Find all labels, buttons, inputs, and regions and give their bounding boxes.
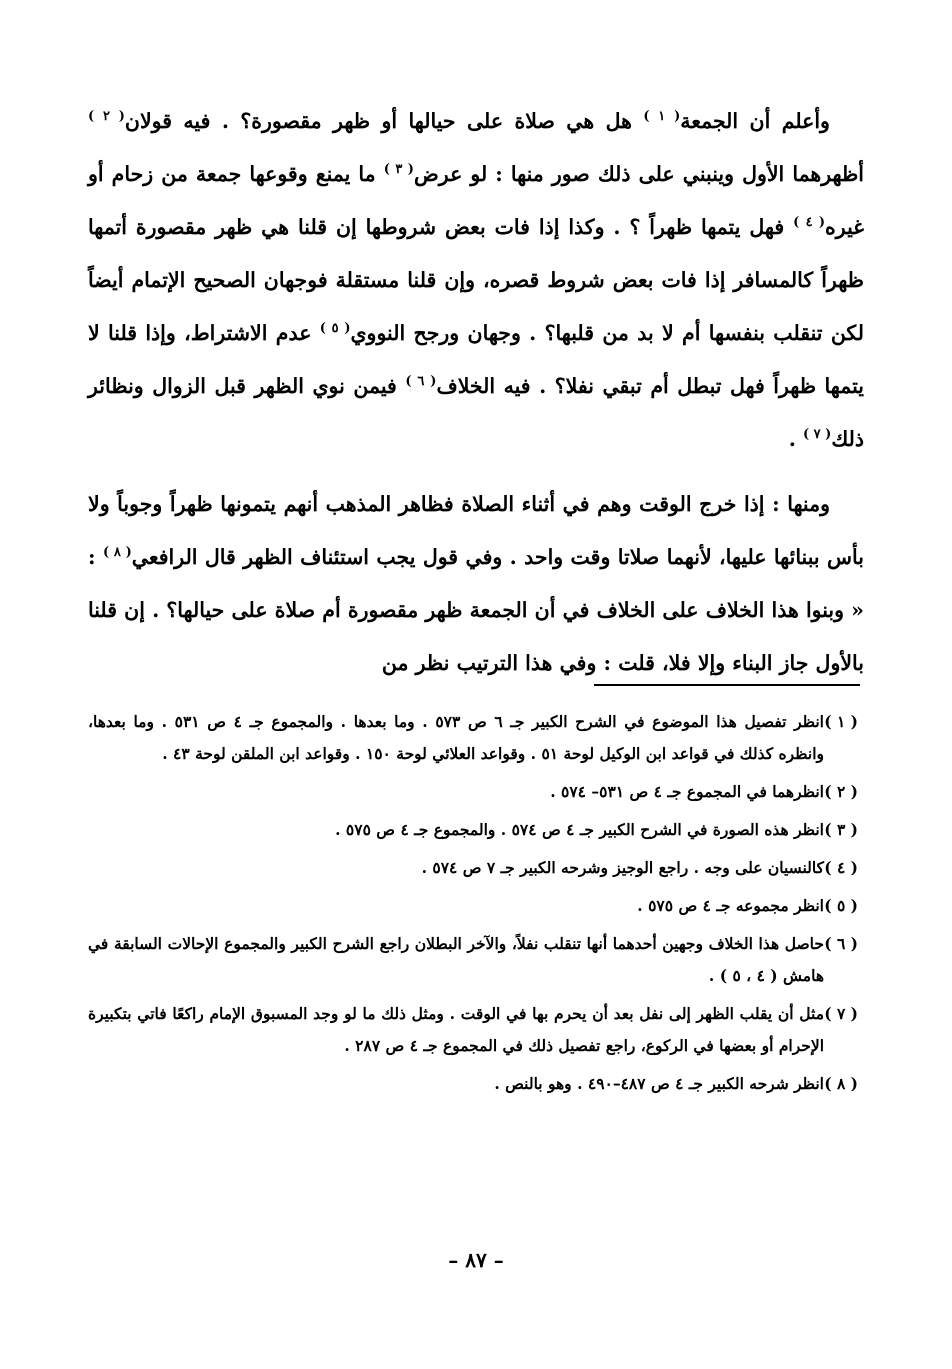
footnote-number: ( ٦ )	[824, 934, 858, 953]
footnote-number: ( ٣ )	[824, 820, 858, 839]
footnote-marker: ( ٧ )	[802, 427, 832, 443]
footnote	[88, 852, 858, 884]
footnote-text: انظر شرحه الكبير جـ ٤ ص ٤٨٧–٤٩٠ . وهو بالنص .	[494, 1074, 824, 1093]
footnote	[88, 776, 858, 808]
footnote-text: كالنسيان على وجه . راجع الوجيز وشرحه الكبير جـ ٧ ص ٥٧٤ .	[421, 858, 824, 877]
footnote-text: انظر مجموعه جـ ٤ ص ٥٧٥ .	[637, 896, 824, 915]
footnote-text: انظر تفصيل هذا الموضوع في الشرح الكبير جـ ٦ ص ٥٧٣ . وما بعدها . والمجموع جـ ٤ ص ٥٣١ . وما بعدها، وانظره كذلك في قواعد ابن الوكيل لوحة ٥١ . وقواعد العلائي لوحة ١٥٠ . وقواعد ابن الملقن لوحة ٤٣ .	[88, 712, 824, 763]
body-text: ومنها : إذا خرج الوقت وهم في أثناء الصلاة فظاهر المذهب أنهم يتمونها ظهراً وجوباً ولا بأس ببنائها عليها، لأنهما صلاتا وقت واحد . وفي قول يجب استئناف الظهر قال الرافعي	[88, 492, 864, 569]
footnote-text: انظر هذه الصورة في الشرح الكبير جـ ٤ ص ٥٧٤ . والمجموع جـ ٤ ص ٥٧٥ .	[335, 820, 824, 839]
footnote-text: مثل أن يقلب الظهر إلى نفل بعد أن يحرم بها في الوقت . ومثل ذلك ما لو وجد المسبوق الإمام راكعًا فاتي بتكبيرة الإحرام أو بعضها في الركوع، راجع تفصيل ذلك في المجموع جـ ٤ ص ٢٨٧ .	[88, 1004, 824, 1055]
footnote-text: حاصل هذا الخلاف وجهين أحدهما أنها تنقلب نفلاً، والآخر البطلان راجع الشرح الكبير والمجموع الإحالات السابقة في هامش ( ٤ ، ٥ ) .	[88, 934, 824, 985]
body-text: فيمن نوي الظهر قبل الزوال ونظائر ذلك	[88, 374, 864, 451]
body-text: .	[788, 427, 803, 451]
footnote-marker: ( ٥ )	[319, 321, 351, 337]
footnote-number: ( ٤ )	[824, 858, 858, 877]
footnote	[88, 814, 858, 846]
footnote-marker: ( ٨ )	[102, 545, 132, 561]
footnotes	[88, 706, 858, 1106]
footnote-marker: ( ١ )	[643, 109, 681, 125]
footnote	[88, 998, 858, 1062]
footnote	[88, 1068, 858, 1100]
body-text: وأعلم أن الجمعة	[680, 109, 830, 133]
footnote-number: ( ٥ )	[824, 896, 858, 915]
footnote-number: ( ٨ )	[824, 1074, 858, 1093]
footnote-number: ( ٧ )	[824, 1004, 858, 1023]
body-text: عدم الاشتراط، وإذا قلنا لا يتمها ظهراً فهل تبطل أم تبقي نفلا؟ . فيه الخلاف	[88, 321, 864, 398]
footnote	[88, 706, 858, 770]
footnote-text: انظرهما في المجموع جـ ٤ ص ٥٣١– ٥٧٤ .	[550, 782, 824, 801]
footnote-marker: ( ٦ )	[405, 374, 437, 390]
footnote-marker: ( ٣ )	[383, 162, 414, 178]
footnote-number: ( ١ )	[824, 712, 858, 731]
body-text: ما يمنع وقوعها جمعة من زحام أو غيره	[88, 162, 864, 239]
paragraph	[88, 95, 864, 466]
body-text: : « وبنوا هذا الخلاف على الخلاف في أن الجمعة ظهر مقصورة أم صلاة على حيالها؟ . إن قلنا بالأول جاز البناء وإلا فلا، قلت : وفي هذا الترتيب نظر من	[88, 545, 864, 675]
paragraph	[88, 478, 864, 690]
body-text: هل هي صلاة على حيالها أو ظهر مقصورة؟ . فيه قولان	[124, 109, 644, 133]
page-number: – ٨٧ –	[448, 1248, 504, 1272]
footnote	[88, 928, 858, 992]
footnote-separator	[594, 684, 860, 686]
footnote-marker: ( ٤ )	[793, 215, 826, 231]
footnote	[88, 890, 858, 922]
body-text: أظهرهما الأول وينبني على ذلك صور منها : لو عرض	[413, 162, 865, 186]
body-text: فهل يتمها ظهراً ؟ . وكذا إذا فات بعض شروطها إن قلنا هي ظهر مقصورة أتمها ظهراً كالمسافر إذا فات بعض شروط قصره، وإن قلنا مستقلة فوجهان الصحيح الإتمام أيضاً لكن تنقلب بنفسها أم لا بد من قلبها؟ . وجهان ورجح النووي	[88, 215, 864, 345]
main-text	[88, 95, 864, 690]
footnote-marker: ( ٢ )	[88, 109, 125, 125]
footnote-number: ( ٢ )	[824, 782, 858, 801]
